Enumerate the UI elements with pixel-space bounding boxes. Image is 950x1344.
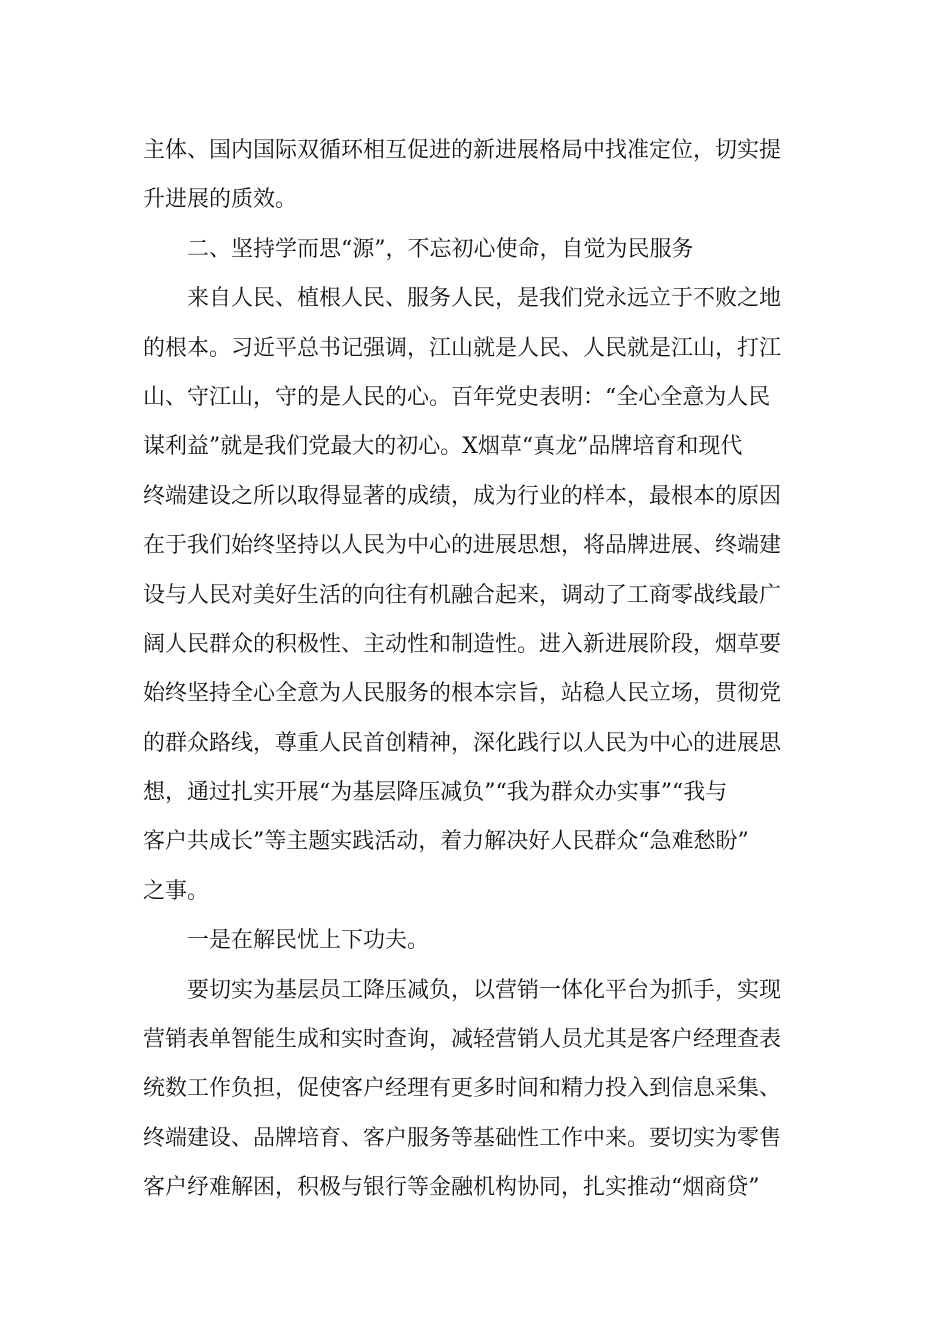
- document-body: [143, 126, 808, 1213]
- text-line: 客户纾难解困，积极与银行等金融机构协同，扎实推动“烟商贷”: [143, 1175, 760, 1201]
- section-heading: 二、坚持学而思“源”，不忘初心使命，自觉为民服务: [187, 236, 694, 262]
- text-line: 的群众路线，尊重人民首创精神，深化践行以人民为中心的进展思: [143, 730, 782, 756]
- text-line: 营销表单智能生成和实时查询，减轻营销人员尤其是客户经理查表: [143, 1027, 782, 1053]
- text-line: 来自人民、植根人民、服务人民，是我们党永远立于不败之地: [187, 286, 782, 312]
- text-line: 终端建设之所以取得显著的成绩，成为行业的样本，最根本的原因: [143, 483, 782, 509]
- text-line: 终端建设、品牌培育、客户服务等基础性工作中来。要切实为零售: [143, 1125, 782, 1151]
- text-line: 始终坚持全心全意为人民服务的根本宗旨，站稳人民立场，贯彻党: [143, 681, 782, 707]
- text-line: 想，通过扎实开展“为基层降压减负”“我为群众办实事”“我与: [143, 780, 728, 806]
- text-line: 升进展的质效。: [143, 187, 298, 213]
- text-line: 谋利益”就是我们党最大的初心。X烟草“真龙”品牌培育和现代: [143, 434, 743, 460]
- text-line: 统数工作负担，促使客户经理有更多时间和精力投入到信息采集、: [143, 1076, 782, 1102]
- text-line: 山、守江山，守的是人民的心。百年党史表明：“全心全意为人民: [143, 384, 771, 410]
- text-line: 阔人民群众的积极性、主动性和制造性。进入新进展阶段，烟草要: [143, 631, 782, 657]
- text-line: 主体、国内国际双循环相互促进的新进展格局中找准定位，切实提: [143, 138, 782, 163]
- text-line: 设与人民对美好生活的向往有机融合起来，调动了工商零战线最广: [143, 582, 782, 608]
- subsection-heading: 一是在解民忧上下功夫。: [187, 928, 430, 954]
- text-line: 要切实为基层员工降压减负，以营销一体化平台为抓手，实现: [187, 977, 782, 1003]
- text-line: 客户共成长”等主题实践活动，着力解决好人民群众“急难愁盼”: [143, 829, 749, 855]
- text-line: 之事。: [143, 878, 210, 904]
- text-line: 在于我们始终坚持以人民为中心的进展思想，将品牌进展、终端建: [143, 533, 782, 559]
- text-line: 的根本。习近平总书记强调，江山就是人民、人民就是江山，打江: [143, 335, 782, 361]
